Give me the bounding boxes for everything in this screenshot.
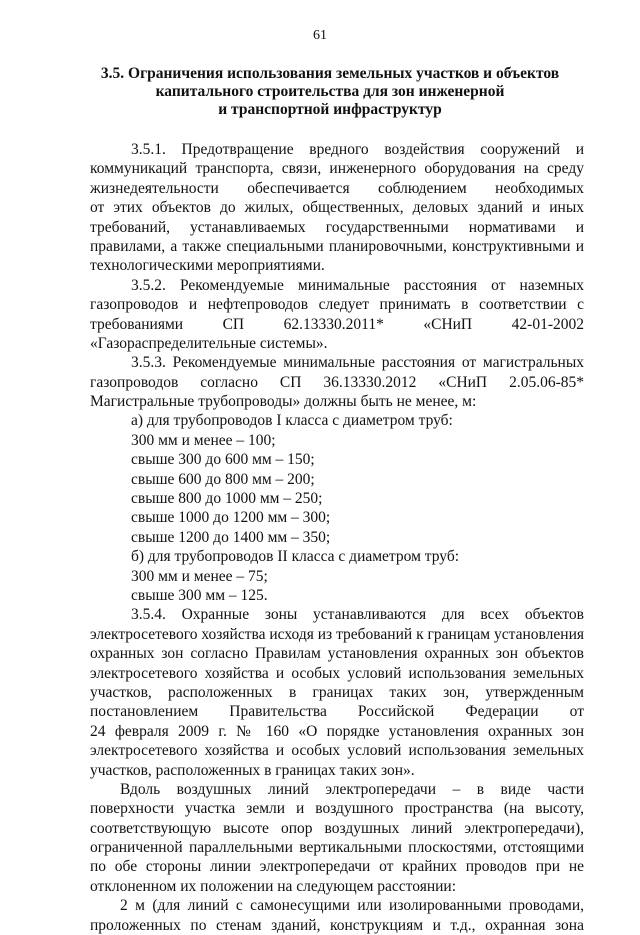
- text-line: электросетевого хозяйства исходя из требований к границам установления: [90, 625, 584, 643]
- text-line: Магистральные трубопроводы» должны быть не менее, м:: [90, 393, 477, 411]
- text-line: свыше 1000 до 1200 мм – 300;: [131, 509, 331, 527]
- text-line: а) для трубопроводов I класса с диаметром труб:: [131, 412, 453, 430]
- heading-line: и транспортной инфраструктур: [218, 101, 442, 118]
- text-line: 300 мм и менее – 75;: [131, 567, 268, 585]
- text-line: требованиями СП 62.13330.2011* «СНиП 42-01-2002: [90, 315, 584, 333]
- text-line: проложенных по стенам зданий, конструкциям и т.д., охранная зона: [90, 916, 584, 934]
- text-line: газопроводов согласно СП 36.13330.2012 «СНиП 2.05.06-85*: [90, 373, 584, 391]
- text-line: технологическими мероприятиями.: [90, 257, 325, 275]
- text-line: Вдоль воздушных линий электропередачи – в виде части: [120, 780, 584, 798]
- text-line: 3.5.3. Рекомендуемые минимальные расстояния от магистральных: [131, 354, 584, 372]
- text-line: 300 мм и менее – 100;: [131, 431, 276, 449]
- text-line: постановлением Правительства Российской Федерации от: [90, 703, 584, 721]
- text-line: «Газораспределительные системы».: [90, 334, 328, 352]
- text-line: свыше 300 мм – 125.: [131, 586, 268, 604]
- text-line: электросетевого хозяйства и особых условий использования земельных: [90, 742, 584, 760]
- text-line: ограниченной параллельными вертикальными плоскостями, отстоящими: [90, 839, 584, 857]
- text-line: 2 м (для линий с самонесущими или изолированными проводами,: [120, 897, 584, 915]
- text-line: б) для трубопроводов II класса с диаметром труб:: [131, 548, 460, 566]
- page-number: 61: [313, 28, 327, 43]
- text-line: отклоненном их положении на следующем расстоянии:: [90, 877, 457, 895]
- text-line: газопроводов и нефтепроводов следует принимать в соответствии с: [90, 296, 584, 314]
- text-line: участков, расположенных в границах таких зон, утвержденным: [90, 683, 584, 701]
- text-line: соответствующую высоте опор воздушных линий электропередачи),: [90, 819, 584, 837]
- text-line: свыше 300 до 600 мм – 150;: [131, 451, 315, 469]
- text-line: свыше 600 до 800 мм – 200;: [131, 470, 315, 488]
- text-line: охранных зон согласно Правилам установления охранных зон объектов: [90, 645, 584, 663]
- text-line: жизнедеятельности обеспечивается соблюдением необходимых: [90, 179, 584, 197]
- text-line: 3.5.4. Охранные зоны устанавливаются для всех объектов: [131, 606, 584, 624]
- text-line: требований, устанавливаемых государственными нормативами и: [90, 218, 584, 236]
- text-line: по обе стороны линии электропередачи от крайних проводов при не: [90, 858, 584, 876]
- text-line: свыше 1200 до 1400 мм – 350;: [131, 528, 331, 546]
- heading-line: 3.5. Ограничения использования земельных участков и объектов: [100, 65, 560, 82]
- text-line: от этих объектов до жилых, общественных, деловых зданий и иных: [90, 199, 584, 217]
- heading-line: капитального строительства для зон инженерной: [155, 83, 505, 100]
- text-line: свыше 800 до 1000 мм – 250;: [131, 490, 323, 508]
- text-line: электросетевого хозяйства и особых условий использования земельных: [90, 664, 584, 682]
- section-heading: [90, 65, 570, 119]
- text-line: участков, расположенных в границах таких зон».: [90, 761, 415, 779]
- text-line: 3.5.2. Рекомендуемые минимальные расстояния от наземных: [131, 276, 584, 294]
- text-line: 24 февраля 2009 г. № 160 «О порядке установления охранных зон: [90, 722, 584, 740]
- text-line: поверхности участка земли и воздушного пространства (на высоту,: [90, 800, 584, 818]
- document-body: [90, 140, 584, 935]
- text-line: правилами, а также специальными планировочными, конструктивными и: [90, 237, 584, 255]
- text-line: коммуникаций транспорта, связи, инженерного оборудования на среду: [90, 160, 584, 178]
- text-line: 3.5.1. Предотвращение вредного воздействия сооружений и: [131, 141, 584, 158]
